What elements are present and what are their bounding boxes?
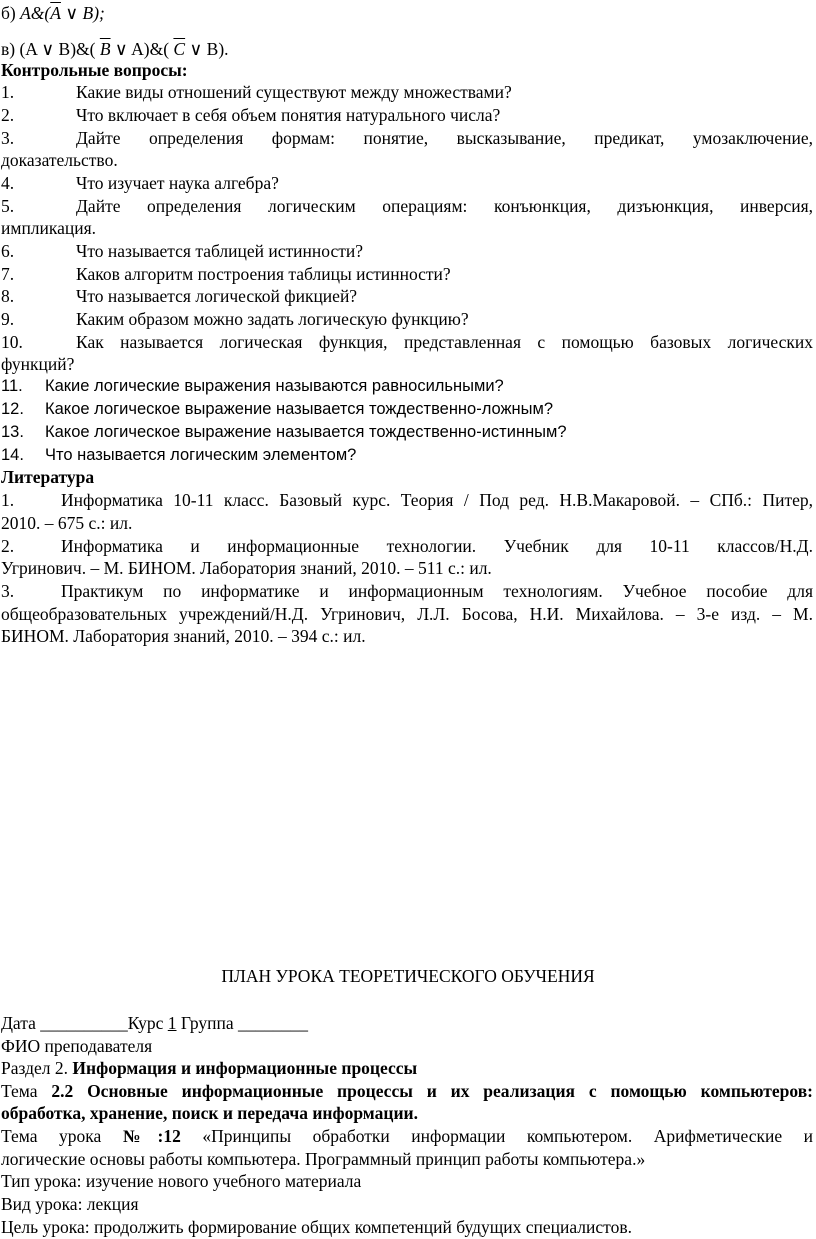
formula-part: A&( — [20, 3, 51, 23]
question-text-continued: импликация. — [1, 218, 97, 238]
question-number: 10. — [1, 332, 23, 352]
question-number: 13. — [1, 423, 24, 441]
question-text: Что изучает наука алгебра? — [76, 173, 279, 193]
theme-value-continued: обработка, хранение, поиск и передача информации. — [1, 1103, 418, 1123]
question-text-continued: функций? — [1, 354, 75, 374]
formula-v — [1, 38, 229, 61]
question-text: Каков алгоритм построения таблицы истинности? — [76, 264, 451, 284]
literature-text-continued: БИНОМ. Лаборатория знаний, 2010. – 394 с.: ил. — [1, 626, 366, 646]
question-item — [1, 444, 356, 467]
literature-heading: Литература — [1, 467, 95, 487]
literature-text: Практикум по информатике и информационным технологиям. Учебное пособие для — [61, 581, 813, 601]
formula-label: в) — [1, 39, 16, 59]
group-label: Группа ________ — [176, 1013, 309, 1033]
date-label: Дата __________Курс — [1, 1013, 168, 1033]
literature-text-continued: Угринович. – М. БИНОМ. Лаборатория знаний, 2010. – 511 с.: ил. — [1, 558, 492, 578]
literature-number: 2. — [1, 536, 15, 556]
formula-part: (A ∨ B)&( — [19, 39, 96, 59]
lesson-goal: Цель урока: продолжить формирование общих компетенций будущих специалистов. — [1, 1217, 632, 1237]
question-text: Дайте определения логическим операциям: конъюнкция, дизъюнкция, инверсия, — [76, 196, 813, 216]
question-text-continued: доказательство. — [1, 150, 118, 170]
literature-item — [1, 535, 813, 558]
formula-label: б) — [1, 3, 16, 23]
literature-number: 3. — [1, 581, 15, 601]
question-item — [1, 421, 567, 444]
quote-open: « — [180, 1126, 212, 1146]
question-number: 2. — [1, 105, 15, 125]
lesson-number: №:12 — [122, 1126, 181, 1146]
question-item — [1, 81, 512, 104]
lesson-theme-text: Принципы обработки информации компьютером. Арифметические и — [211, 1126, 813, 1146]
question-item — [1, 331, 813, 354]
date-course-group-line — [1, 1012, 308, 1035]
lesson-theme-label: Тема урока — [1, 1126, 123, 1146]
question-item — [1, 375, 504, 398]
question-item — [1, 104, 500, 127]
lesson-theme-line — [1, 1125, 813, 1148]
literature-item — [1, 580, 813, 603]
question-number: 8. — [1, 286, 15, 306]
lesson-theme-text-continued: логические основы работы компьютера. Программный принцип работы компьютера.» — [1, 1149, 646, 1169]
theme-line — [1, 1080, 813, 1103]
question-number: 12. — [1, 400, 24, 418]
question-number: 11. — [1, 377, 23, 395]
formula-b — [1, 2, 105, 25]
question-number: 6. — [1, 241, 15, 261]
literature-text-continued: общеобразовательных учреждений/Н.Д. Угринович, Л.Л. Босова, Н.И. Михайлова. – 3-е изд. – М. — [1, 604, 813, 624]
question-item — [1, 308, 469, 331]
question-text: Что включает в себя объем понятия натурального числа? — [76, 105, 501, 125]
control-questions-heading: Контрольные вопросы: — [1, 60, 188, 80]
question-number: 5. — [1, 196, 15, 216]
question-item — [1, 195, 813, 218]
lesson-kind: Вид урока: лекция — [1, 1194, 139, 1214]
question-number: 3. — [1, 128, 15, 148]
question-item — [1, 398, 553, 421]
question-text: Каким образом можно задать логическую функцию? — [76, 309, 469, 329]
question-text: Какие логические выражения называются равносильными? — [45, 377, 504, 395]
question-text: Дайте определения формам: понятие, высказывание, предикат, умозаключение, — [76, 128, 813, 148]
question-text: Какое логическое выражение называется тождественно-ложным? — [45, 400, 554, 418]
teacher-label: ФИО преподавателя — [1, 1036, 153, 1056]
question-text: Какие виды отношений существуют между множествами? — [76, 82, 512, 102]
formula-part: ∨ B); — [65, 3, 105, 23]
question-number: 4. — [1, 173, 15, 193]
literature-item — [1, 489, 813, 512]
negated-variable: $\overline{A}$ — [50, 3, 61, 23]
question-number: 9. — [1, 309, 15, 329]
negated-variable: $\overline{B}$ — [99, 39, 111, 59]
question-text: Что называется таблицей истинности? — [76, 241, 364, 261]
theme-value: 2.2 Основные информационные процессы и их реализация с помощью компьютеров: — [51, 1081, 813, 1101]
question-text: Что называется логическим элементом? — [45, 446, 357, 464]
question-number: 14. — [1, 446, 24, 464]
lesson-type: Тип урока: изучение нового учебного материала — [1, 1171, 362, 1191]
literature-text: Информатика 10-11 класс. Базовый курс. Теория / Под ред. Н.В.Макаровой. – СПб.: Питер, — [61, 490, 813, 510]
theme-label: Тема — [1, 1081, 52, 1101]
formula-part: ∨ B). — [189, 39, 229, 59]
literature-number: 1. — [1, 490, 15, 510]
section-line — [1, 1057, 417, 1080]
question-item — [1, 127, 813, 150]
question-item — [1, 240, 363, 263]
question-item — [1, 285, 357, 308]
course-value: 1 — [167, 1013, 177, 1033]
literature-text: Информатика и информационные технологии. Учебник для 10-11 классов/Н.Д. — [61, 536, 813, 556]
formula-part: ∨ A)&( — [114, 39, 170, 59]
question-text: Что называется логической фикцией? — [76, 286, 358, 306]
question-number: 1. — [1, 82, 15, 102]
section-value: Информация и информационные процессы — [72, 1058, 418, 1078]
question-text: Как называется логическая функция, представленная с помощью базовых логических — [76, 332, 813, 352]
question-item — [1, 263, 451, 286]
section-label: Раздел 2. — [1, 1058, 73, 1078]
literature-text-continued: 2010. – 675 с.: ил. — [1, 513, 133, 533]
question-number: 7. — [1, 264, 15, 284]
negated-variable: $\overline{C}$ — [173, 39, 186, 59]
question-item — [1, 172, 279, 195]
plan-title: ПЛАН УРОКА ТЕОРЕТИЧЕСКОГО ОБУЧЕНИЯ — [221, 966, 595, 986]
question-text: Какое логическое выражение называется тождественно-истинным? — [45, 423, 567, 441]
